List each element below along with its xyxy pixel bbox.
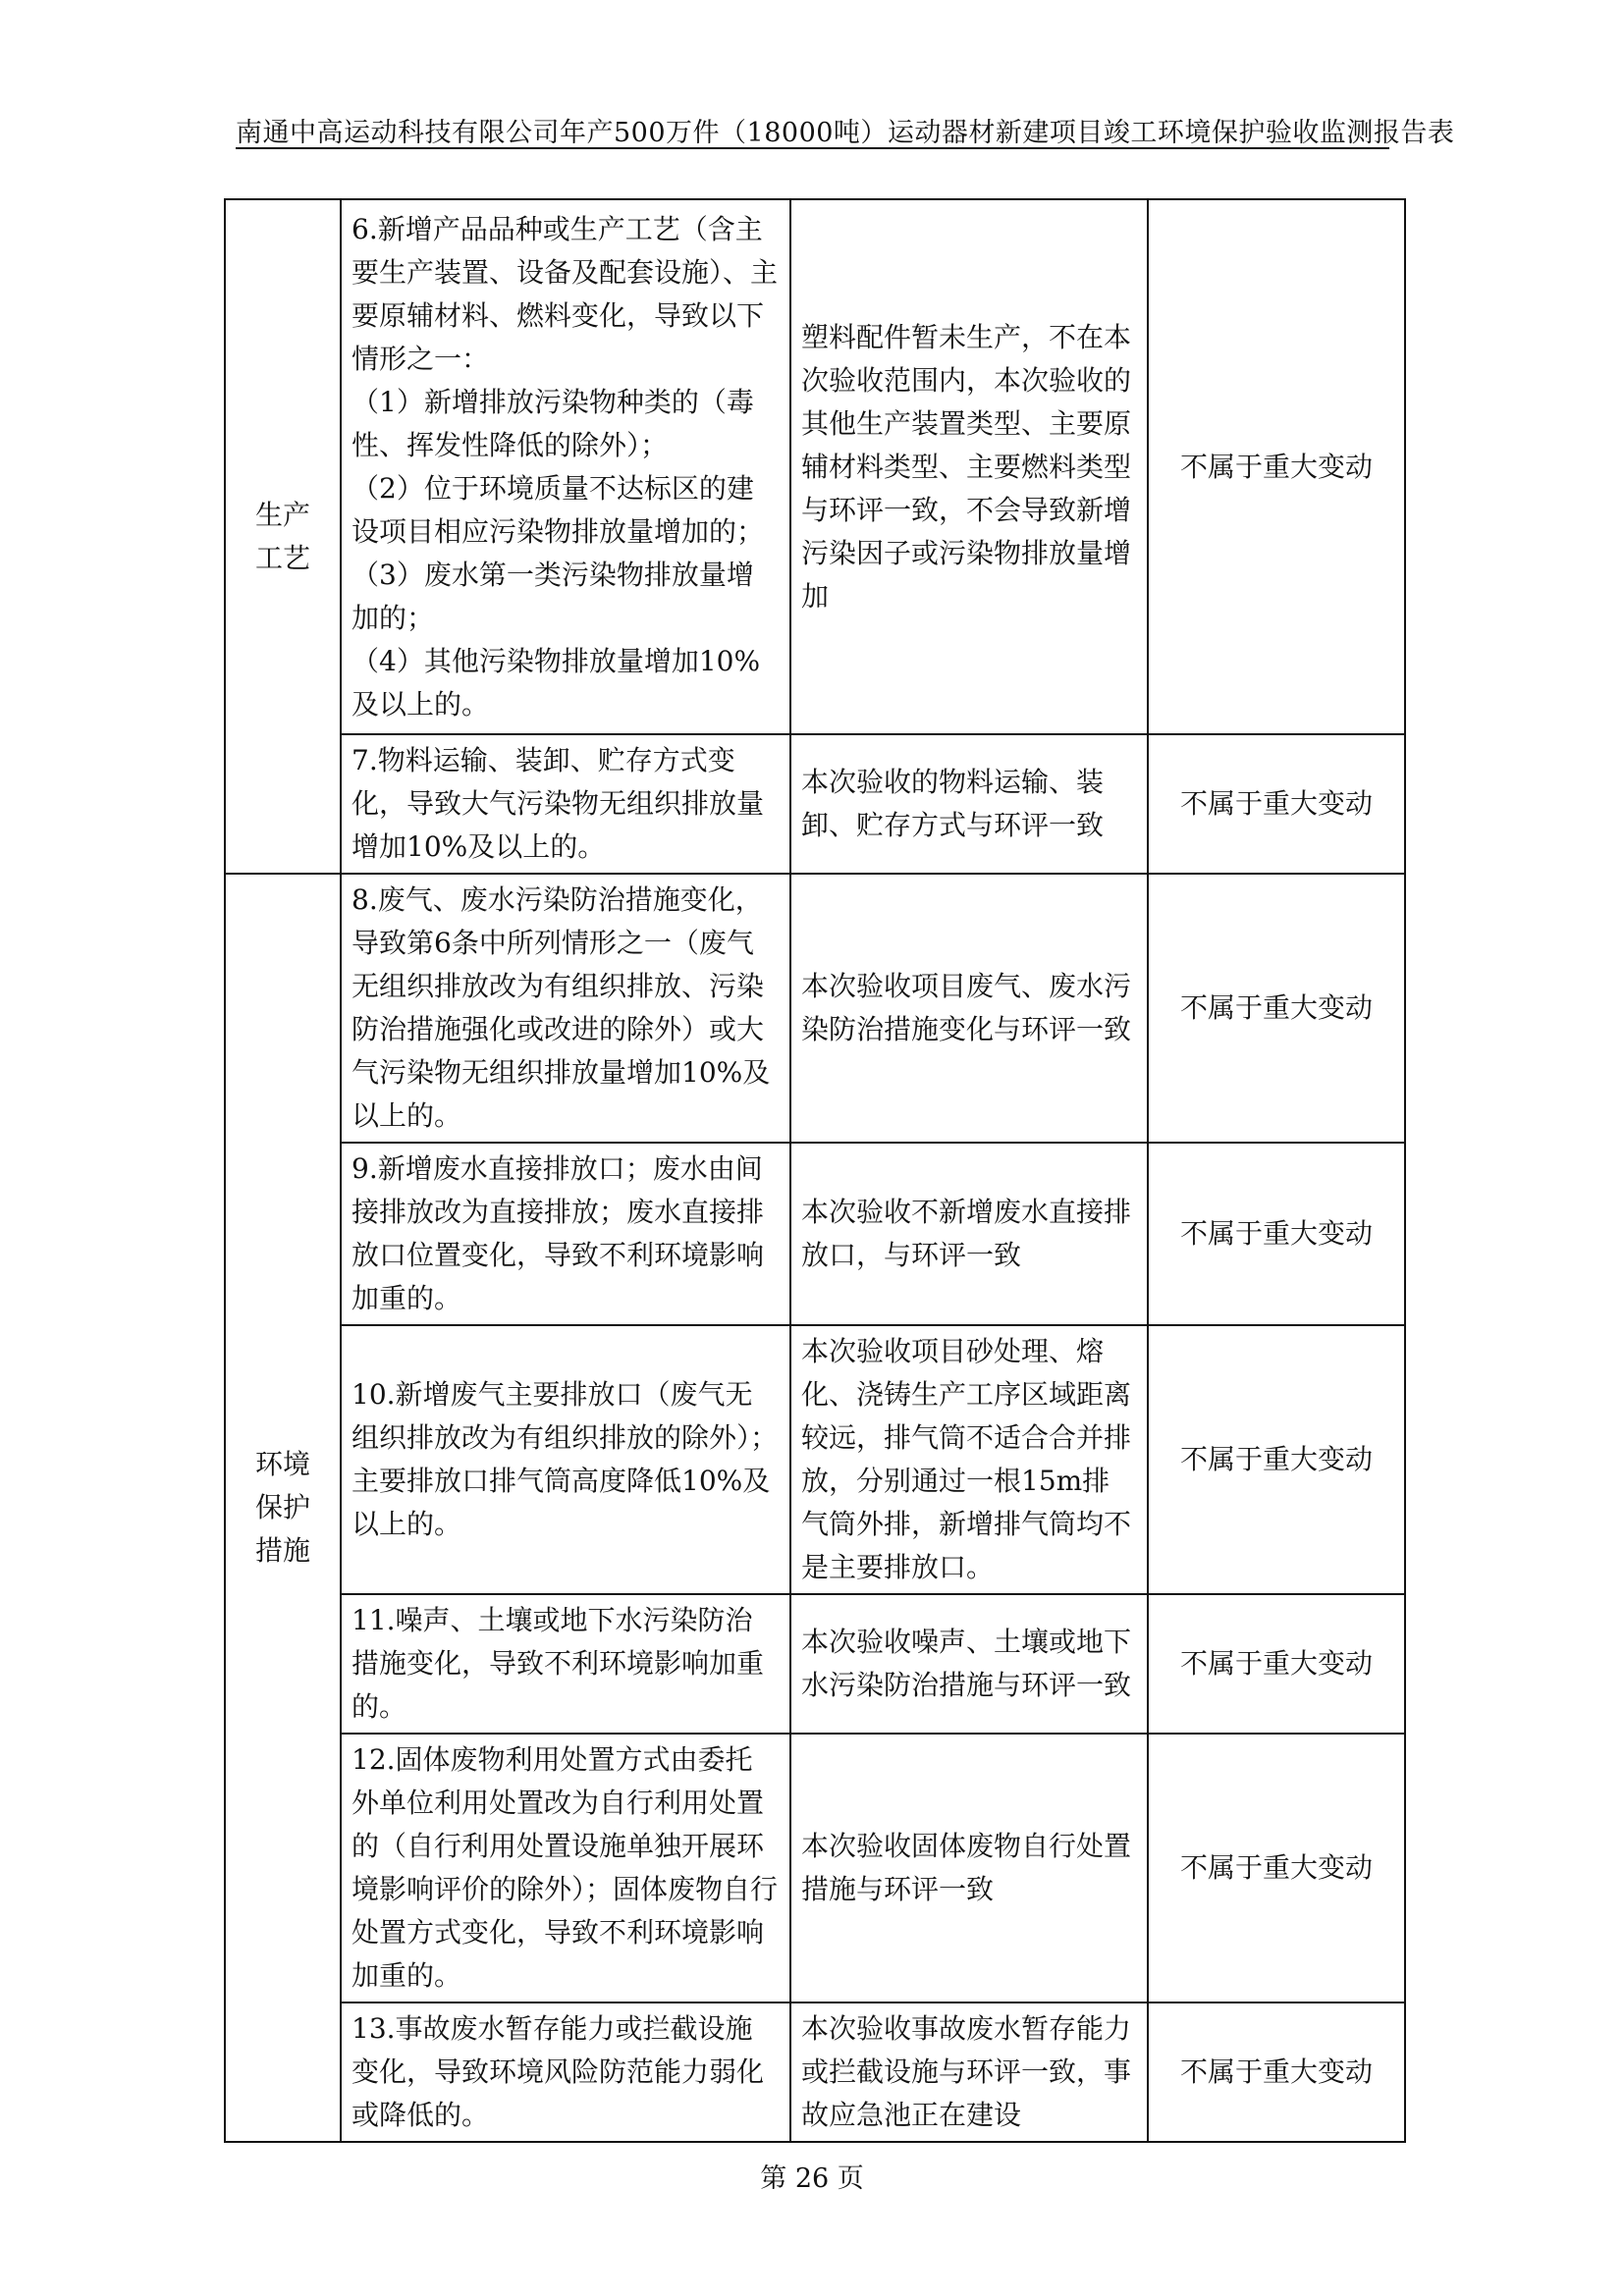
result-cell: 不属于重大变动 (1148, 1734, 1405, 2002)
criteria-cell: 12.固体废物利用处置方式由委托外单位利用处置改为自行利用处置的（自行利用处置设施单独开展环境影响评价的除外）；固体废物自行处置方式变化，导致不利环境影响加重的。 (341, 1734, 790, 2002)
situation-cell: 塑料配件暂未生产，不在本次验收范围内，本次验收的其他生产装置类型、主要原辅材料类型、主要燃料类型与环评一致，不会导致新增污染因子或污染物排放量增加 (790, 199, 1148, 734)
criteria-cell: 9.新增废水直接排放口；废水由间接排放改为直接排放；废水直接排放口位置变化，导致不利环境影响加重的。 (341, 1143, 790, 1325)
page-number: 第 26 页 (760, 2163, 864, 2194)
criteria-cell: 10.新增废气主要排放口（废气无组织排放改为有组织排放的除外）；主要排放口排气筒高度降低10%及以上的。 (341, 1325, 790, 1594)
table-row (225, 1594, 1405, 1734)
situation-cell: 本次验收的物料运输、装卸、贮存方式与环评一致 (790, 734, 1148, 874)
criteria-cell: 8.废气、废水污染防治措施变化，导致第6条中所列情形之一（废气无组织排放改为有组织排放、污染防治措施强化或改进的除外）或大气污染物无组织排放量增加10%及以上的。 (341, 874, 790, 1143)
situation-cell: 本次验收噪声、土壤或地下水污染防治措施与环评一致 (790, 1594, 1148, 1734)
situation-cell: 本次验收固体废物自行处置措施与环评一致 (790, 1734, 1148, 2002)
situation-cell: 本次验收项目砂处理、熔化、浇铸生产工序区域距离较远，排气筒不适合合并排放，分别通过一根15m排气筒外排，新增排气筒均不是主要排放口。 (790, 1325, 1148, 1594)
major-change-table (224, 198, 1406, 2143)
situation-cell: 本次验收不新增废水直接排放口，与环评一致 (790, 1143, 1148, 1325)
result-cell: 不属于重大变动 (1148, 1594, 1405, 1734)
result-cell: 不属于重大变动 (1148, 1325, 1405, 1594)
category-environmental-protection: 环境 保护 措施 (225, 874, 341, 2142)
header-divider (236, 147, 1389, 149)
result-cell: 不属于重大变动 (1148, 1143, 1405, 1325)
situation-cell: 本次验收项目废气、废水污染防治措施变化与环评一致 (790, 874, 1148, 1143)
table-row (225, 1143, 1405, 1325)
situation-cell: 本次验收事故废水暂存能力或拦截设施与环评一致，事故应急池正在建设 (790, 2002, 1148, 2142)
category-production-process: 生产 工艺 (225, 199, 341, 874)
table-row (225, 1325, 1405, 1594)
table-row (225, 199, 1405, 734)
result-cell: 不属于重大变动 (1148, 874, 1405, 1143)
criteria-cell: 11.噪声、土壤或地下水污染防治措施变化，导致不利环境影响加重的。 (341, 1594, 790, 1734)
result-cell: 不属于重大变动 (1148, 734, 1405, 874)
criteria-cell: 13.事故废水暂存能力或拦截设施变化，导致环境风险防范能力弱化或降低的。 (341, 2002, 790, 2142)
criteria-cell: 7.物料运输、装卸、贮存方式变化，导致大气污染物无组织排放量增加10%及以上的。 (341, 734, 790, 874)
table-row (225, 734, 1405, 874)
table-row (225, 874, 1405, 1143)
criteria-cell: 6.新增产品品种或生产工艺（含主要生产装置、设备及配套设施）、主要原辅材料、燃料变化，导致以下情形之一： （1）新增排放污染物种类的（毒性、挥发性降低的除外）； （2）位于环境质量不达标区的建设项目相应污染物排放量增加的； （3）废水第一类污染物排放量增加的； （4）其他污染物排放量增加10%及以上的。 (341, 199, 790, 734)
result-cell: 不属于重大变动 (1148, 2002, 1405, 2142)
table-row (225, 1734, 1405, 2002)
table-row (225, 2002, 1405, 2142)
report-header-title: 南通中高运动科技有限公司年产500万件（18000吨）运动器材新建项目竣工环境保护验收监测报告表 (236, 118, 1455, 148)
result-cell: 不属于重大变动 (1148, 199, 1405, 734)
